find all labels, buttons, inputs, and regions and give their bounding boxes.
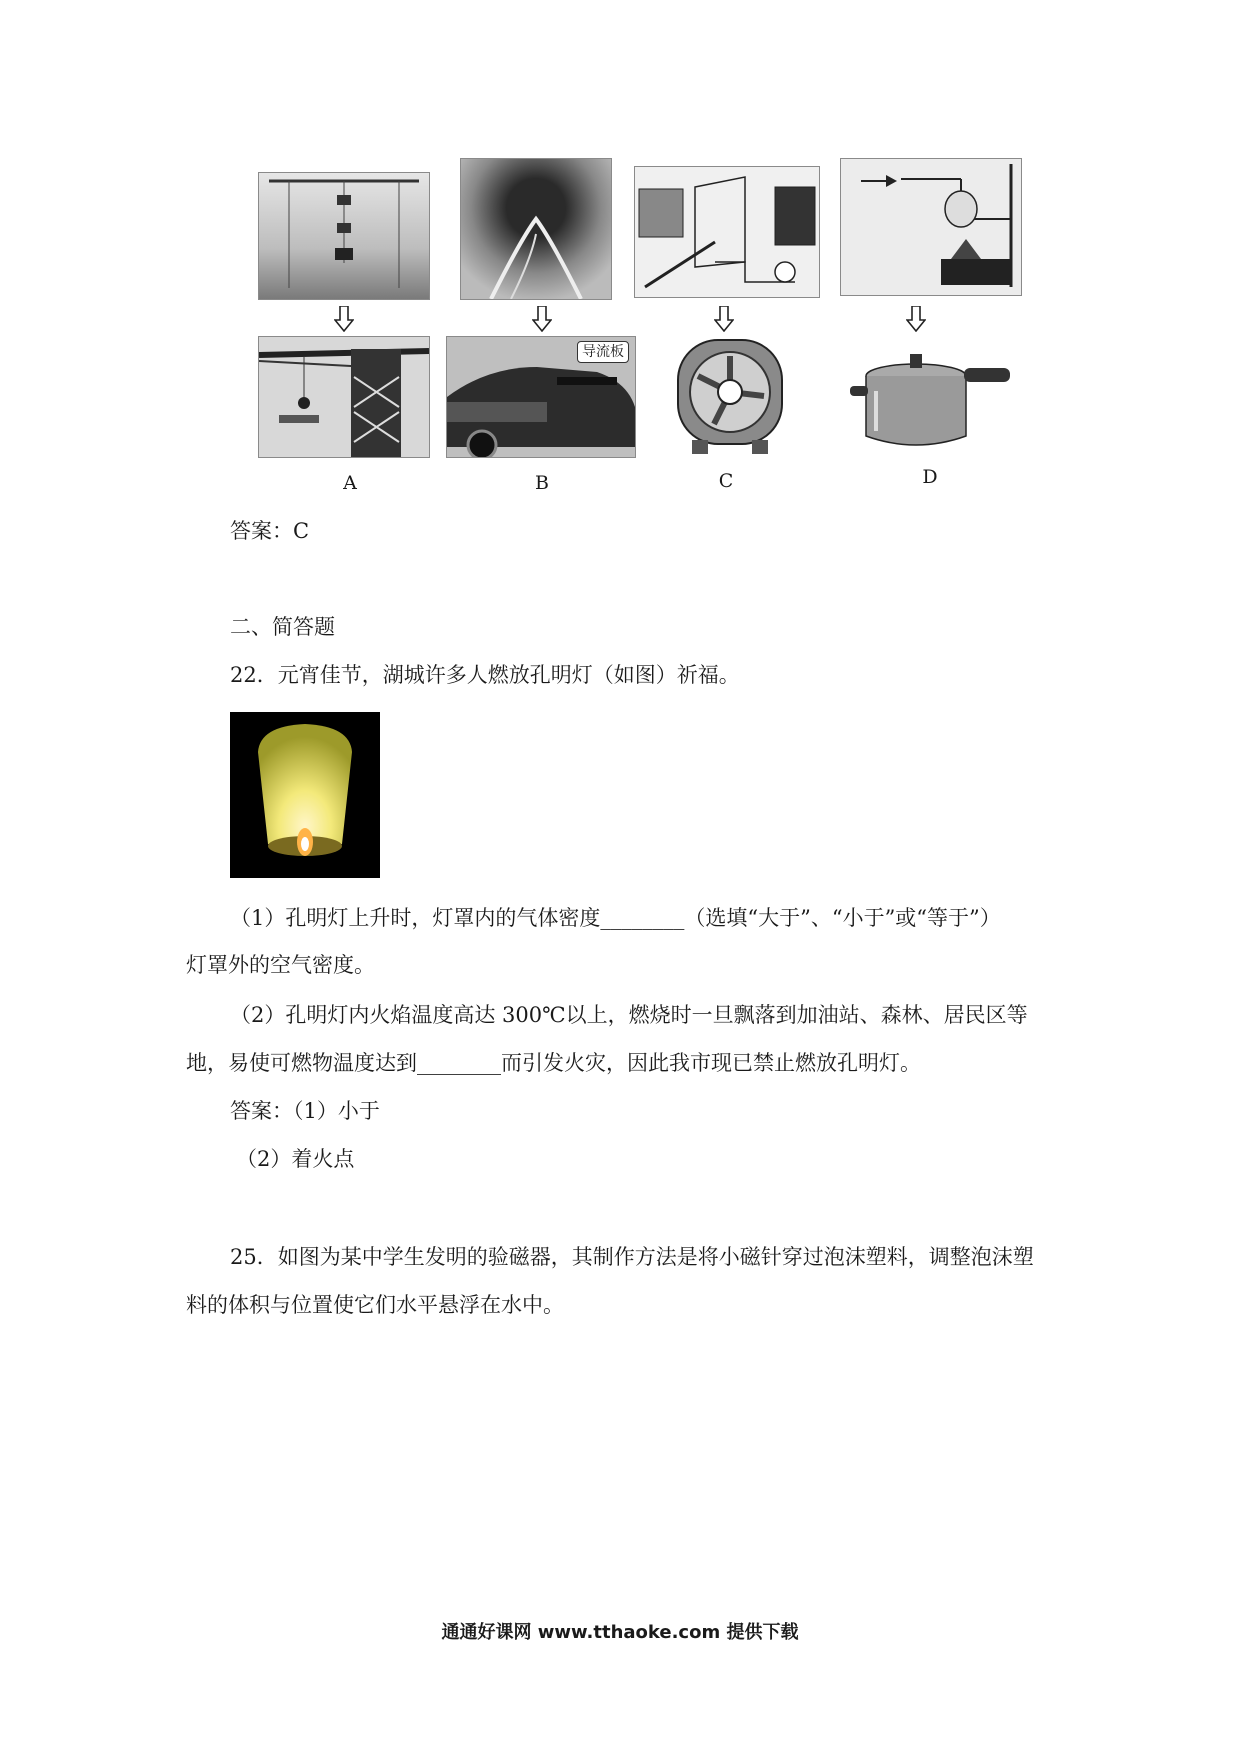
q25-line2: 料的体积与位置使它们水平悬浮在水中。 (186, 1293, 564, 1317)
figure-c-top-image (634, 166, 820, 298)
lab-apparatus-sketch (841, 159, 1021, 295)
down-arrow-icon (334, 306, 354, 332)
spoiler-callout-label: 导流板 (577, 341, 629, 363)
option-label-b: B (535, 472, 549, 494)
figure-a-tower-crane-image (258, 336, 430, 458)
down-arrow-icon (714, 306, 734, 332)
q22-part1-line1: （1）孔明灯上升时，灯罩内的气体密度________（选填“大于”、“小于”或“等于”） (230, 906, 1001, 930)
figure-b-top-image (460, 158, 612, 300)
tower-crane-sketch (259, 337, 429, 457)
suspended-weights-sketch (259, 173, 429, 299)
q22-answer-2: （2）着火点 (236, 1147, 355, 1171)
down-arrow-icon (906, 306, 926, 332)
sky-lantern-image (230, 712, 380, 878)
q22-part2-line1: （2）孔明灯内火焰温度高达 300℃以上，燃烧时一旦飘落到加油站、森林、居民区等 (230, 1003, 1028, 1027)
electric-fan-sketch (674, 336, 786, 458)
figure-a-top-image (258, 172, 430, 300)
option-label-d: D (922, 466, 938, 488)
magnet-coil-circuit-sketch (635, 167, 819, 297)
figure-b-car-image (446, 336, 636, 458)
pressure-cooker-sketch (846, 346, 1014, 454)
option-label-c: C (718, 470, 734, 492)
q21-answer: 答案：C (230, 519, 310, 543)
page-footer: 通通好课网 www.tthaoke.com 提供下载 (441, 1622, 799, 1643)
q22-answer-1: 答案：（1）小于 (230, 1099, 380, 1123)
figure-c-electric-fan-image (674, 336, 786, 458)
q22-part1-line2: 灯罩外的空气密度。 (186, 953, 375, 977)
q22-stem: 22．元宵佳节，湖城许多人燃放孔明灯（如图）祈福。 (230, 663, 740, 687)
q25-line1: 25．如图为某中学生发明的验磁器，其制作方法是将小磁针穿过泡沫塑料，调整泡沫塑 (230, 1245, 1034, 1269)
down-arrow-icon (532, 306, 552, 332)
section-heading: 二、简答题 (230, 615, 335, 639)
sky-lantern-sketch (230, 712, 380, 878)
option-label-a: A (343, 472, 357, 494)
flowing-water-sketch (461, 159, 611, 299)
figure-d-pressure-cooker-image (846, 346, 1014, 454)
q22-part2-line2: 地，易使可燃物温度达到________而引发火灾，因此我市现已禁止燃放孔明灯。 (186, 1051, 921, 1075)
figure-d-top-image (840, 158, 1022, 296)
